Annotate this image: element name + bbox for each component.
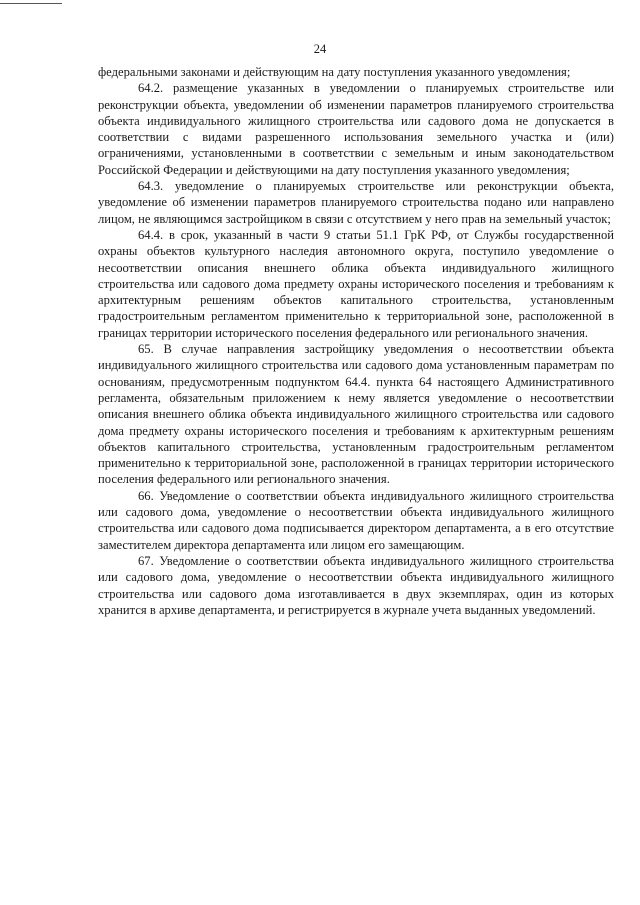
paragraph-continuation: федеральными законами и действующим на дату поступления указанного уведомления; — [98, 65, 571, 79]
paragraph-64-4: 64.4. в срок, указанный в части 9 статьи 51.1 ГрК РФ, от Службы государственной охраны объектов культурного наследия автономного округа, поступило уведомление о несоответствии описания внешнего облика объекта индивидуального жилищного строительства или садового дома предмету охраны исторического поселения и требованиям к архитектурным решениям объектов капитального строительства, установленным градостроительным регламентом применительно к территориальной зоне, расположенной в границах территории исторического поселения федерального или регионального значения. — [98, 227, 614, 340]
paragraph-64-2: 64.2. размещение указанных в уведомлении о планируемых строительстве или реконструкции объекта, уведомлении об изменении параметров планируемого строительства объекта индивидуального жилищного строительства или садового дома не допускается в соответствии с видами разрешенного использования земельного участка и (или) ограничениями, установленными в соответствии с земельным и иным законодательством Российской Федерации и действующими на дату поступления указанного уведомления; — [98, 81, 614, 177]
header-rule — [0, 3, 62, 4]
document-body — [98, 64, 614, 618]
paragraph-64-3: 64.3. уведомление о планируемых строительстве или реконструкции объекта, уведомление об изменении параметров планируемого строительства подано или направлено лицом, не являющимся застройщиком в связи с отсутствием у него прав на земельный участок; — [98, 179, 614, 226]
page-number: 24 — [313, 42, 327, 56]
paragraph-66: 66. Уведомление о соответствии объекта индивидуального жилищного строительства или садового дома, уведомление о несоответствии объекта индивидуального жилищного строительства или садового дома подписывается директором департамента, а в его отсутствие заместителем директора департамента или лицом его замещающим. — [98, 488, 614, 552]
paragraph-67: 67. Уведомление о соответствии объекта индивидуального жилищного строительства или садового дома, уведомление о несоответствии объекта индивидуального жилищного строительства или садового дома изготавливается в двух экземплярах, один из которых хранится в архиве департамента, и регистрируется в журнале учета выданных уведомлений. — [98, 553, 614, 617]
paragraph-65: 65. В случае направления застройщику уведомления о несоответствии объекта индивидуального жилищного строительства или садового дома установленным параметрам по основаниям, предусмотренным подпунктом 64.4. пункта 64 настоящего Административного регламента, обязательным приложением к нему является уведомление о несоответствии описания внешнего облика объекта индивидуального жилищного строительства или садового дома предмету охраны исторического поселения и требованиям к архитектурным решениям объектов капитального строительства, установленным градостроительным регламентом применительно к территориальной зоне, расположенной в границах территории исторического поселения федерального или регионального значения. — [98, 342, 614, 487]
